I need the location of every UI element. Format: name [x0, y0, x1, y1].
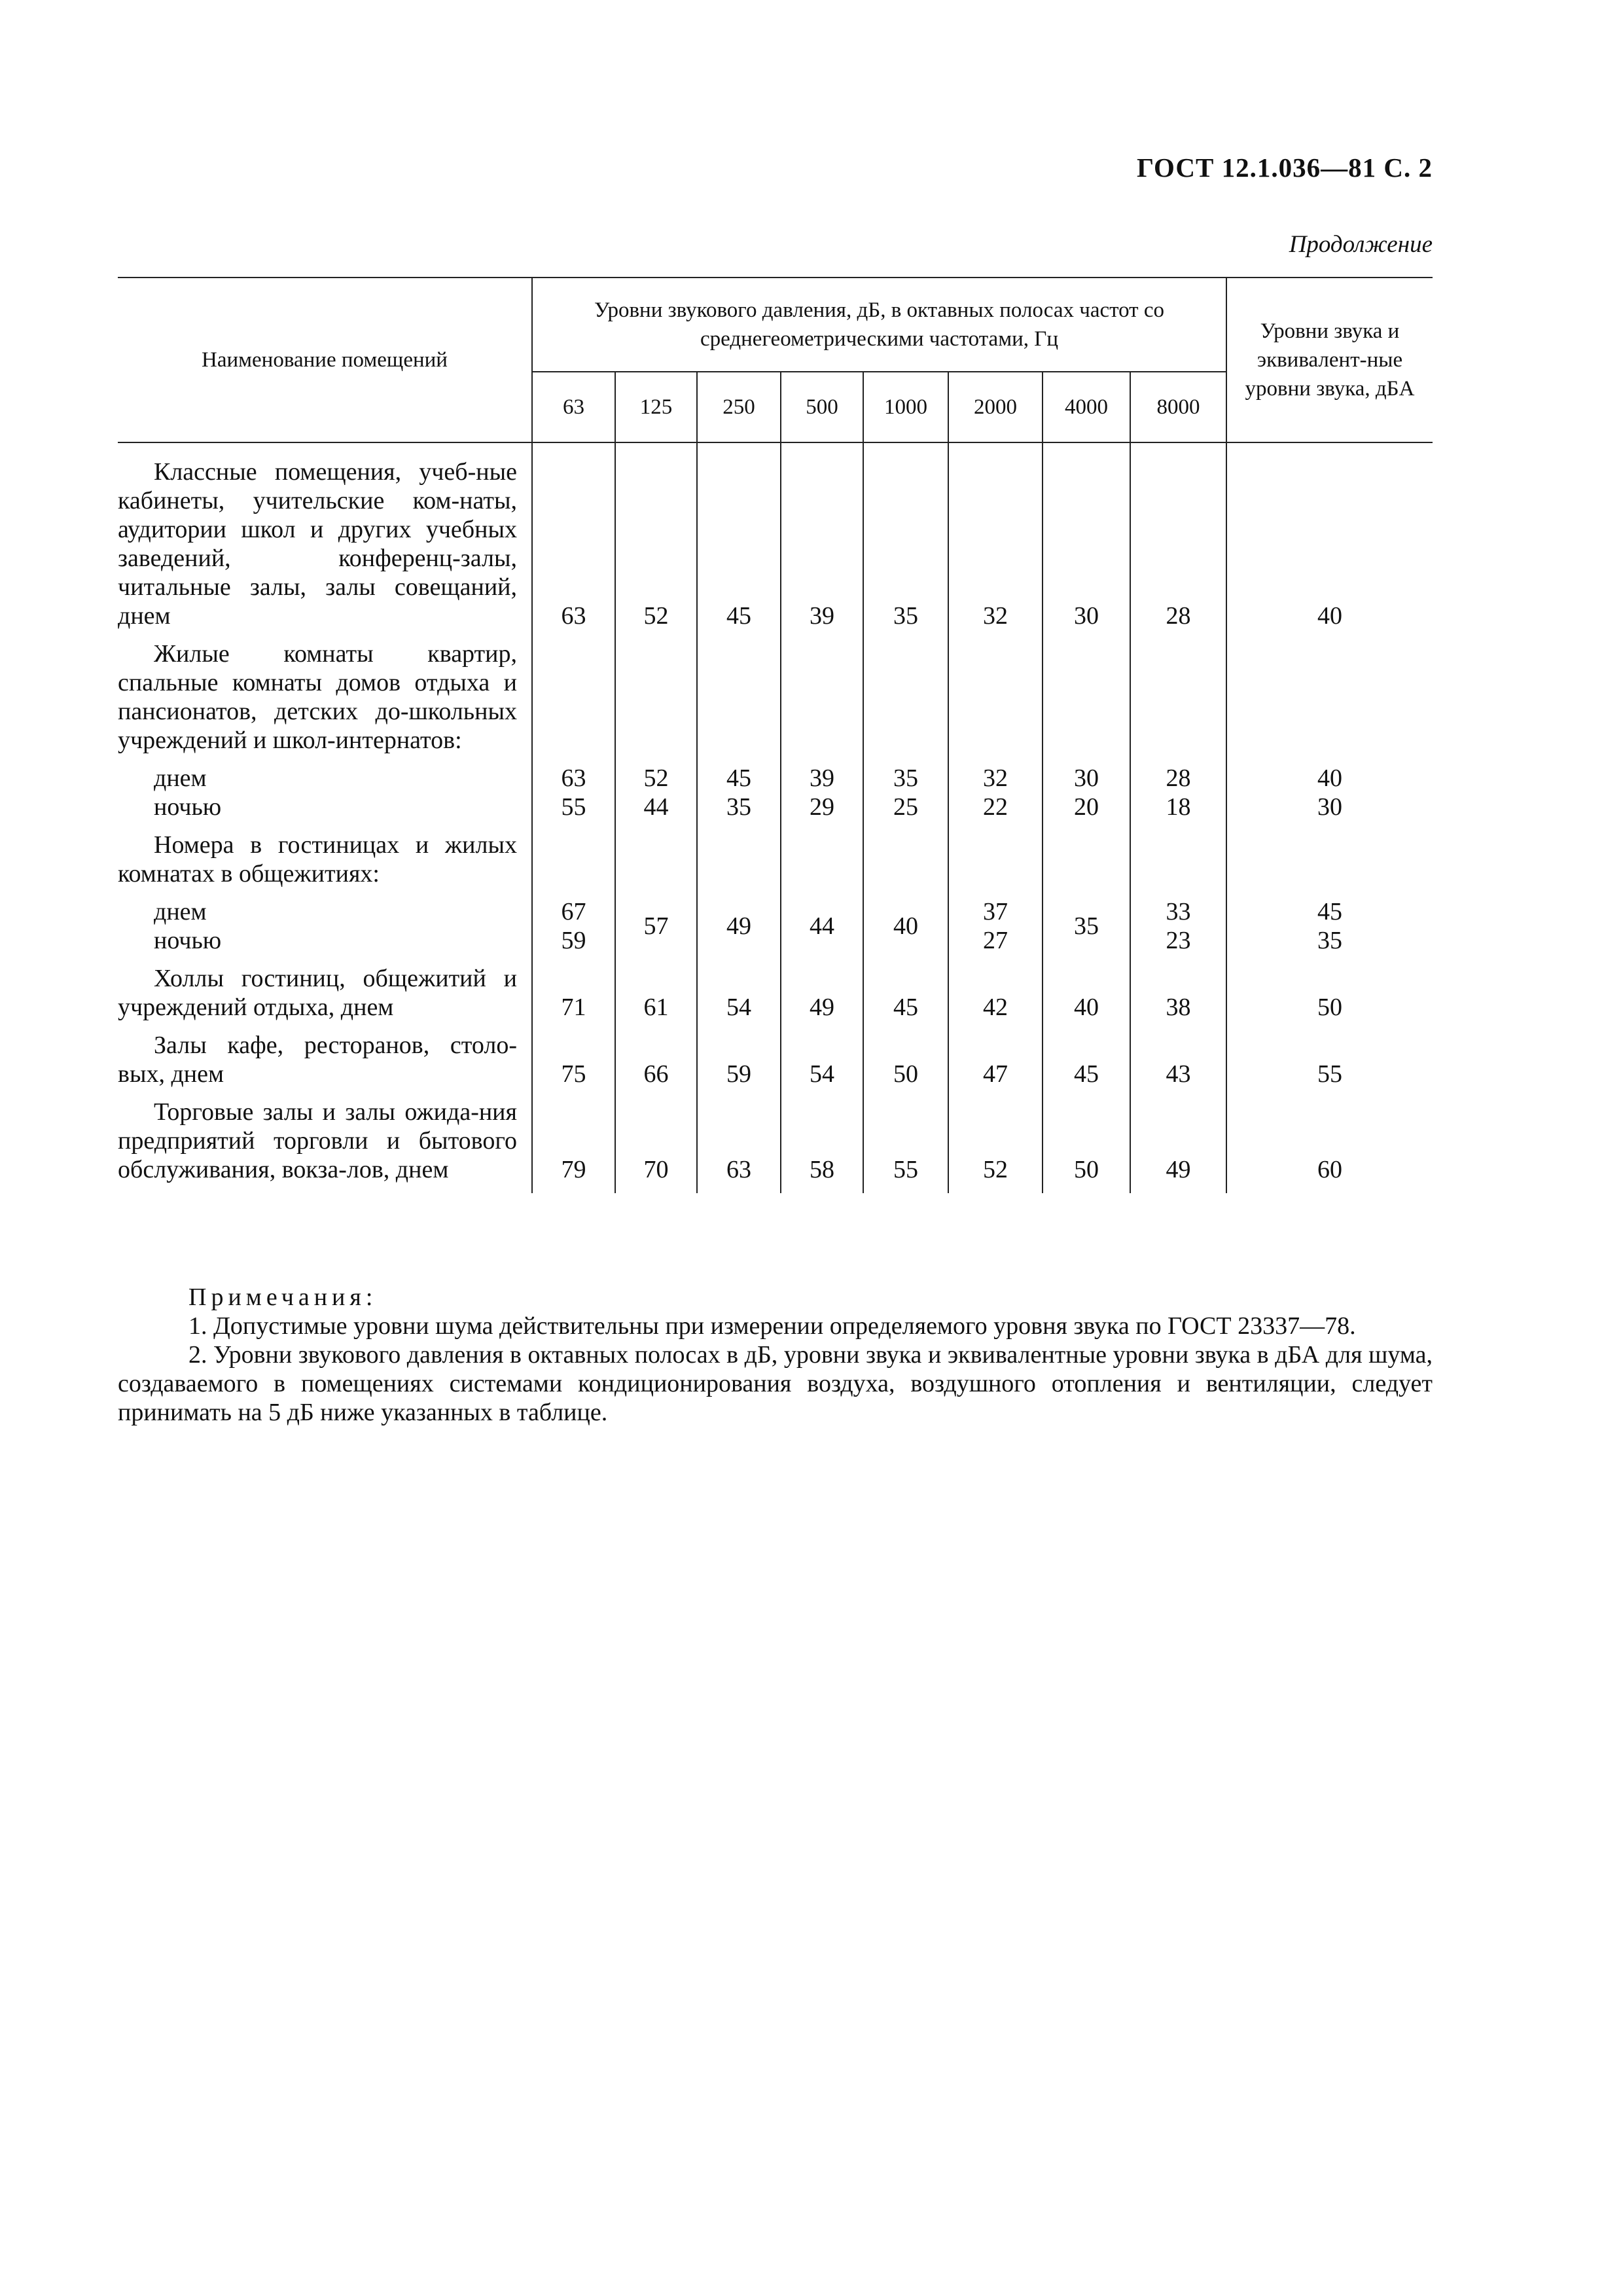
level-cell: 35 [1226, 926, 1433, 955]
level-cell: 40 [1226, 442, 1433, 630]
room-name-header: Наименование помещений [118, 278, 532, 442]
room-subrow-day: днем [118, 897, 532, 926]
value-cell: 18 [1166, 793, 1191, 821]
table-row [118, 793, 1433, 821]
value-cell: 55 [532, 793, 615, 821]
value-cell: 66 [615, 1031, 697, 1088]
value-cell: 32 [948, 764, 1043, 793]
value-cell: 37 [948, 897, 1043, 926]
value-cell: 58 [781, 1098, 863, 1184]
room-name: Номера в гостиницах и жилых комнатах в общежитиях: [118, 831, 532, 888]
room-name: Жилые комнаты квартир, спальные комнаты домов отдыха и пансионатов, детских до-школьных учреждений и школ-интернатов: [118, 639, 532, 755]
value-cell: 35 [1043, 897, 1130, 955]
value-cell: 45 [697, 442, 781, 630]
value-cell: 49 [1166, 1156, 1191, 1183]
value-cell: 71 [532, 964, 615, 1022]
value-cell: 22 [948, 793, 1043, 821]
table-row [118, 1098, 1433, 1184]
value-cell: 39 [781, 764, 863, 793]
table-row [118, 639, 1433, 755]
value-cell: 40 [863, 897, 948, 955]
value-cell: 39 [781, 442, 863, 630]
value-cell: 45 [1043, 1031, 1130, 1088]
value-cell: 23 [1166, 927, 1191, 954]
value-cell: 63 [697, 1098, 781, 1184]
value-cell: 67 [532, 897, 615, 926]
sound-level-header: Уровни звука и эквивалент-ные уровни звука, дБA [1226, 278, 1433, 442]
table-row [118, 1031, 1433, 1088]
value-cell: 30 [1043, 764, 1130, 793]
value-cell: 32 [948, 442, 1043, 630]
note-item: 2. Уровни звукового давления в октавных полосах в дБ, уровни звука и эквивалентные уровни звука в дБА для шума, создаваемого в помещениях системами кондиционирования воздуха, воздушного отопления и вентиляции, следует принимать на 5 дБ ниже указанных в таблице. [118, 1341, 1433, 1426]
value-cell: 61 [615, 964, 697, 1022]
value-cell: 43 [1166, 1060, 1191, 1088]
value-cell: 25 [863, 793, 948, 821]
value-cell: 49 [697, 897, 781, 955]
note-item: 1. Допустимые уровни шума действительны при измерении определяемого уровня звука по ГОСТ 23337—78. [188, 1312, 1356, 1340]
value-cell: 28 [1166, 764, 1191, 792]
value-cell: 20 [1043, 793, 1130, 821]
value-cell: 79 [532, 1098, 615, 1184]
value-cell: 54 [697, 964, 781, 1022]
value-cell: 52 [615, 442, 697, 630]
frequency-header: 125 [615, 372, 697, 442]
level-cell: 30 [1226, 793, 1433, 821]
value-cell: 30 [1043, 442, 1130, 630]
value-cell: 50 [863, 1031, 948, 1088]
value-cell: 47 [948, 1031, 1043, 1088]
value-cell: 44 [615, 793, 697, 821]
room-name: Холлы гостиниц, общежитий и учреждений отдыха, днем [118, 964, 532, 1022]
value-cell: 52 [948, 1098, 1043, 1184]
value-cell: 59 [697, 1031, 781, 1088]
frequency-header: 250 [697, 372, 781, 442]
value-cell: 45 [863, 964, 948, 1022]
level-cell: 60 [1226, 1098, 1433, 1184]
value-cell: 57 [615, 897, 697, 955]
table-row [118, 897, 1433, 926]
room-name: Классные помещения, учеб-ные кабинеты, учительские ком-наты, аудитории школ и других учебных заведений, конференц-залы, читальные залы, залы совещаний, днем [118, 442, 532, 630]
value-cell: 35 [863, 764, 948, 793]
value-cell: 63 [532, 764, 615, 793]
noise-levels-table [118, 277, 1433, 1193]
octave-band-header: Уровни звукового давления, дБ, в октавных полосах частот со среднегеометрическими частотами, Гц [532, 278, 1226, 372]
frequency-header: 500 [781, 372, 863, 442]
value-cell: 33 [1166, 898, 1191, 925]
room-subrow-day: днем [118, 764, 532, 793]
value-cell: 29 [781, 793, 863, 821]
value-cell: 42 [948, 964, 1043, 1022]
table-row [118, 764, 1433, 793]
continuation-label: Продолжение [1289, 231, 1433, 258]
value-cell: 75 [532, 1031, 615, 1088]
room-subrow-night: ночью [118, 793, 532, 821]
value-cell: 35 [697, 793, 781, 821]
frequency-header: 4000 [1043, 372, 1130, 442]
frequency-header: 63 [532, 372, 615, 442]
value-cell: 54 [781, 1031, 863, 1088]
room-name: Торговые залы и залы ожида-ния предприятий торговли и бытового обслуживания, вокза-лов, днем [118, 1098, 532, 1184]
frequency-header: 1000 [863, 372, 948, 442]
room-subrow-night: ночью [118, 926, 532, 955]
value-cell: 55 [863, 1098, 948, 1184]
frequency-header: 8000 [1130, 372, 1226, 442]
notes-title: Примечания: [188, 1283, 378, 1311]
value-cell: 45 [697, 764, 781, 793]
notes-section [118, 1283, 1433, 1427]
value-cell: 27 [948, 926, 1043, 955]
level-cell: 55 [1226, 1031, 1433, 1088]
value-cell: 70 [615, 1098, 697, 1184]
table-row [118, 442, 1433, 630]
value-cell: 50 [1043, 1098, 1130, 1184]
value-cell: 35 [863, 442, 948, 630]
value-cell: 38 [1166, 994, 1191, 1021]
value-cell: 49 [781, 964, 863, 1022]
document-code: ГОСТ 12.1.036—81 С. 2 [1136, 152, 1433, 183]
value-cell: 40 [1043, 964, 1130, 1022]
value-cell: 59 [532, 926, 615, 955]
table-row [118, 964, 1433, 1022]
level-cell: 50 [1226, 964, 1433, 1022]
level-cell: 45 [1226, 897, 1433, 926]
level-cell: 40 [1226, 764, 1433, 793]
value-cell: 28 [1166, 602, 1191, 630]
value-cell: 63 [532, 442, 615, 630]
room-name: Залы кафе, ресторанов, столо-вых, днем [118, 1031, 532, 1088]
frequency-header: 2000 [948, 372, 1043, 442]
value-cell: 52 [615, 764, 697, 793]
value-cell: 44 [781, 897, 863, 955]
table-row [118, 831, 1433, 888]
